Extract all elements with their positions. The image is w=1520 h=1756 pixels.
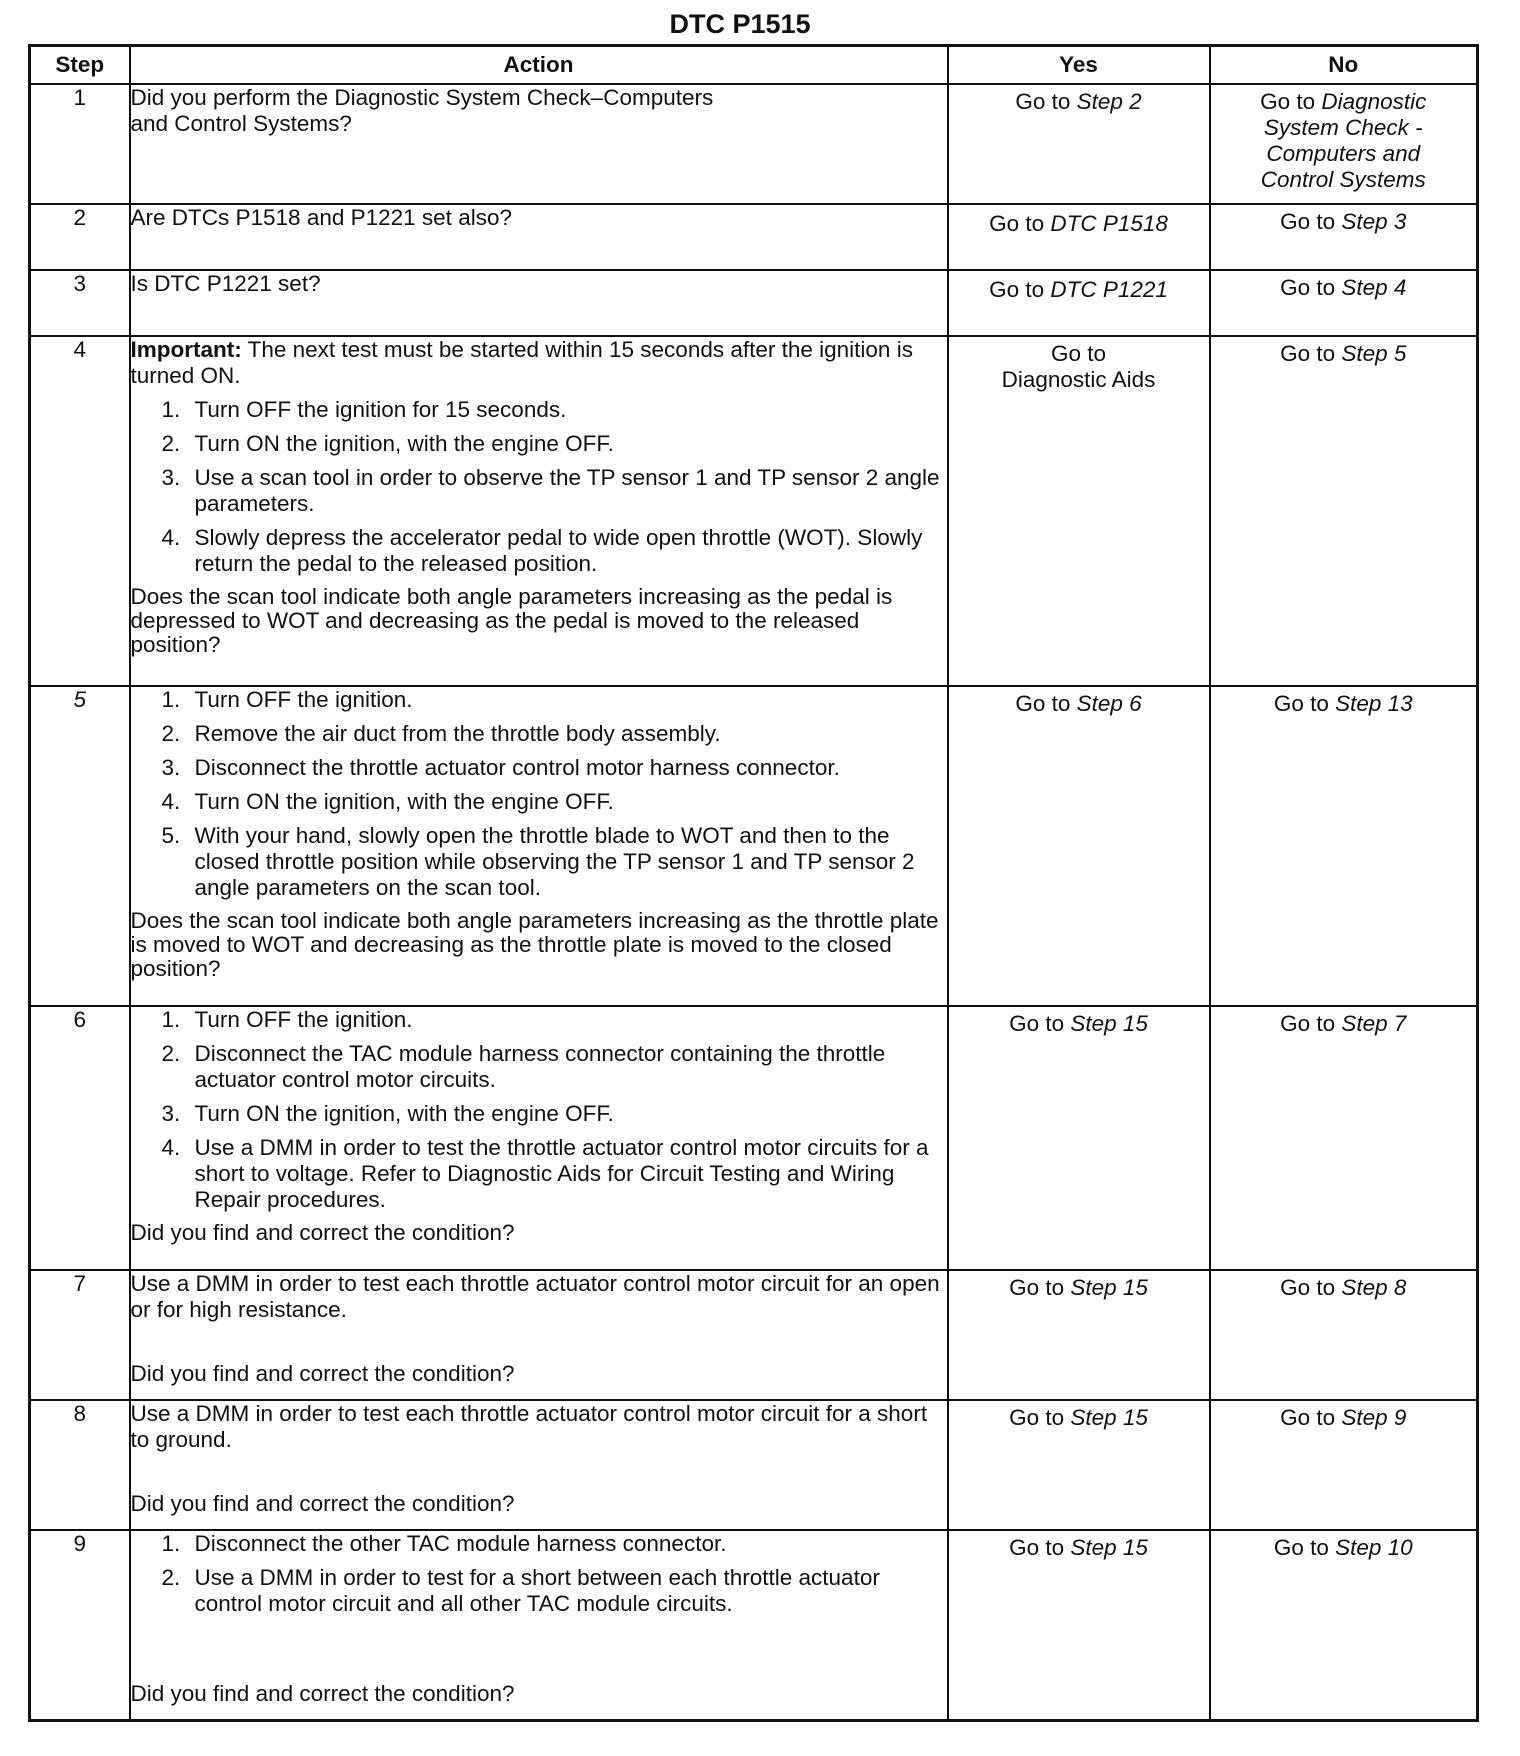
header-action: Action bbox=[130, 46, 948, 85]
no-result[interactable]: Go to Step 5 bbox=[1280, 341, 1407, 366]
no-cell bbox=[1210, 686, 1478, 1006]
list-item: 1. Turn OFF the ignition for 15 seconds. bbox=[187, 397, 947, 423]
yes-cell bbox=[948, 204, 1210, 270]
list-item: 3. Turn ON the ignition, with the engine OFF. bbox=[187, 1101, 947, 1127]
action-text: Use a DMM in order to test each throttle actuator control motor circuit for an open or for high resistance. bbox=[130, 1271, 940, 1322]
yes-cell bbox=[948, 1006, 1210, 1270]
list-item: 2. Use a DMM in order to test for a short between each throttle actuator control motor circuit and all other TAC module circuits. bbox=[187, 1565, 947, 1617]
yes-cell bbox=[948, 270, 1210, 336]
question-text: Did you find and correct the condition? bbox=[130, 1220, 515, 1245]
action-cell bbox=[130, 1400, 948, 1530]
yes-cell bbox=[948, 1530, 1210, 1720]
list-item: 4. Slowly depress the accelerator pedal to wide open throttle (WOT). Slowly return the pedal to the released position. bbox=[187, 525, 947, 577]
page-title: DTC P1515 bbox=[669, 9, 811, 39]
action-cell bbox=[130, 686, 948, 1006]
diagnostic-table bbox=[28, 44, 1479, 1722]
table-row bbox=[30, 1530, 1478, 1720]
table-row bbox=[30, 1270, 1478, 1400]
yes-result[interactable]: Go to Step 2 bbox=[1015, 89, 1142, 114]
table-header-row bbox=[30, 46, 1478, 85]
no-cell bbox=[1210, 336, 1478, 686]
step-number: 7 bbox=[30, 1270, 130, 1400]
no-result[interactable]: Go to Step 8 bbox=[1280, 1275, 1407, 1300]
table-row bbox=[30, 1400, 1478, 1530]
yes-result[interactable]: Go to DTC P1221 bbox=[989, 277, 1168, 302]
no-result[interactable]: Go to Step 13 bbox=[1273, 691, 1413, 716]
no-result[interactable]: Go to Diagnostic System Check - Computers and Control Systems bbox=[1260, 89, 1427, 192]
no-result[interactable]: Go to Step 3 bbox=[1280, 209, 1407, 234]
step-number: 6 bbox=[30, 1006, 130, 1270]
yes-result[interactable]: Go to Step 15 bbox=[1009, 1405, 1148, 1430]
action-cell bbox=[130, 1006, 948, 1270]
list-item: 4. Turn ON the ignition, with the engine OFF. bbox=[187, 789, 947, 815]
list-item: 4. Use a DMM in order to test the throttle actuator control motor circuits for a short to voltage. Refer to Diagnostic Aids for Circuit Testing and Wiring Repair procedures. bbox=[187, 1135, 947, 1213]
table-row bbox=[30, 336, 1478, 686]
table-row bbox=[30, 204, 1478, 270]
table-row bbox=[30, 686, 1478, 1006]
action-cell: Is DTC P1221 set? bbox=[130, 270, 948, 336]
step-number: 3 bbox=[30, 270, 130, 336]
no-cell bbox=[1210, 204, 1478, 270]
yes-result[interactable]: Go to Step 15 bbox=[1009, 1535, 1148, 1560]
procedure-list bbox=[131, 1007, 947, 1213]
question-text: Did you find and correct the condition? bbox=[130, 1491, 515, 1516]
step-number: 2 bbox=[30, 204, 130, 270]
step-number: 4 bbox=[30, 336, 130, 686]
question-text: Did you find and correct the condition? bbox=[130, 1681, 515, 1706]
table-row bbox=[30, 270, 1478, 336]
no-cell bbox=[1210, 270, 1478, 336]
action-cell bbox=[130, 84, 948, 204]
action-line: Did you perform the Diagnostic System Check–Computers bbox=[130, 85, 714, 110]
yes-cell bbox=[948, 1270, 1210, 1400]
list-item: 1. Turn OFF the ignition. bbox=[187, 1007, 947, 1033]
no-cell bbox=[1210, 1006, 1478, 1270]
no-cell bbox=[1210, 1270, 1478, 1400]
yes-result[interactable]: Go to Step 15 bbox=[1009, 1011, 1148, 1036]
no-cell bbox=[1210, 84, 1478, 204]
step-number: 9 bbox=[30, 1530, 130, 1720]
list-item: 2. Remove the air duct from the throttle body assembly. bbox=[187, 721, 947, 747]
yes-result[interactable]: Go to Diagnostic Aids bbox=[1001, 341, 1156, 392]
header-no: No bbox=[1210, 46, 1478, 85]
document-page bbox=[28, 0, 1476, 1722]
procedure-list bbox=[131, 1531, 947, 1625]
no-result[interactable]: Go to Step 4 bbox=[1280, 275, 1407, 300]
yes-result[interactable]: Go to DTC P1518 bbox=[989, 211, 1168, 236]
yes-result[interactable]: Go to Step 15 bbox=[1009, 1275, 1148, 1300]
yes-cell bbox=[948, 84, 1210, 204]
question-text: Does the scan tool indicate both angle parameters increasing as the throttle plate is moved to WOT and decreasing as the throttle plate is moved to the closed position? bbox=[130, 908, 939, 981]
important-label: Important: bbox=[130, 337, 242, 362]
action-cell: Are DTCs P1518 and P1221 set also? bbox=[130, 204, 948, 270]
list-item: 3. Disconnect the throttle actuator control motor harness connector. bbox=[187, 755, 947, 781]
list-item: 1. Disconnect the other TAC module harness connector. bbox=[187, 1531, 947, 1557]
yes-cell bbox=[948, 686, 1210, 1006]
table-row bbox=[30, 84, 1478, 204]
header-yes: Yes bbox=[948, 46, 1210, 85]
no-result[interactable]: Go to Step 9 bbox=[1280, 1405, 1407, 1430]
list-item: 1. Turn OFF the ignition. bbox=[187, 687, 947, 713]
action-line: and Control Systems? bbox=[130, 111, 352, 136]
list-item: 2. Disconnect the TAC module harness connector containing the throttle actuator control motor circuits. bbox=[187, 1041, 947, 1093]
question-text: Does the scan tool indicate both angle parameters increasing as the pedal is depressed to WOT and decreasing as the pedal is moved to the released position? bbox=[130, 584, 893, 657]
procedure-list bbox=[131, 397, 947, 577]
table-row bbox=[30, 1006, 1478, 1270]
action-cell bbox=[130, 1270, 948, 1400]
action-cell bbox=[130, 1530, 948, 1720]
yes-cell bbox=[948, 1400, 1210, 1530]
step-number: 5 bbox=[30, 686, 130, 1006]
action-cell bbox=[130, 336, 948, 686]
list-item: 3. Use a scan tool in order to observe the TP sensor 1 and TP sensor 2 angle parameters. bbox=[187, 465, 947, 517]
step-number: 1 bbox=[30, 84, 130, 204]
no-result[interactable]: Go to Step 10 bbox=[1273, 1535, 1413, 1560]
question-text: Did you find and correct the condition? bbox=[130, 1361, 515, 1386]
list-item: 2. Turn ON the ignition, with the engine OFF. bbox=[187, 431, 947, 457]
step-number: 8 bbox=[30, 1400, 130, 1530]
yes-cell bbox=[948, 336, 1210, 686]
header-step: Step bbox=[30, 46, 130, 85]
no-cell bbox=[1210, 1530, 1478, 1720]
no-cell bbox=[1210, 1400, 1478, 1530]
important-note: Important: The next test must be started within 15 seconds after the ignition is turned ON. bbox=[130, 337, 913, 388]
procedure-list bbox=[131, 687, 947, 901]
no-result[interactable]: Go to Step 7 bbox=[1280, 1011, 1407, 1036]
list-item: 5. With your hand, slowly open the throttle blade to WOT and then to the closed throttle position while observing the TP sensor 1 and TP sensor 2 angle parameters on the scan tool. bbox=[187, 823, 947, 901]
action-text: Use a DMM in order to test each throttle actuator control motor circuit for a short to ground. bbox=[130, 1401, 928, 1452]
yes-result[interactable]: Go to Step 6 bbox=[1015, 691, 1142, 716]
